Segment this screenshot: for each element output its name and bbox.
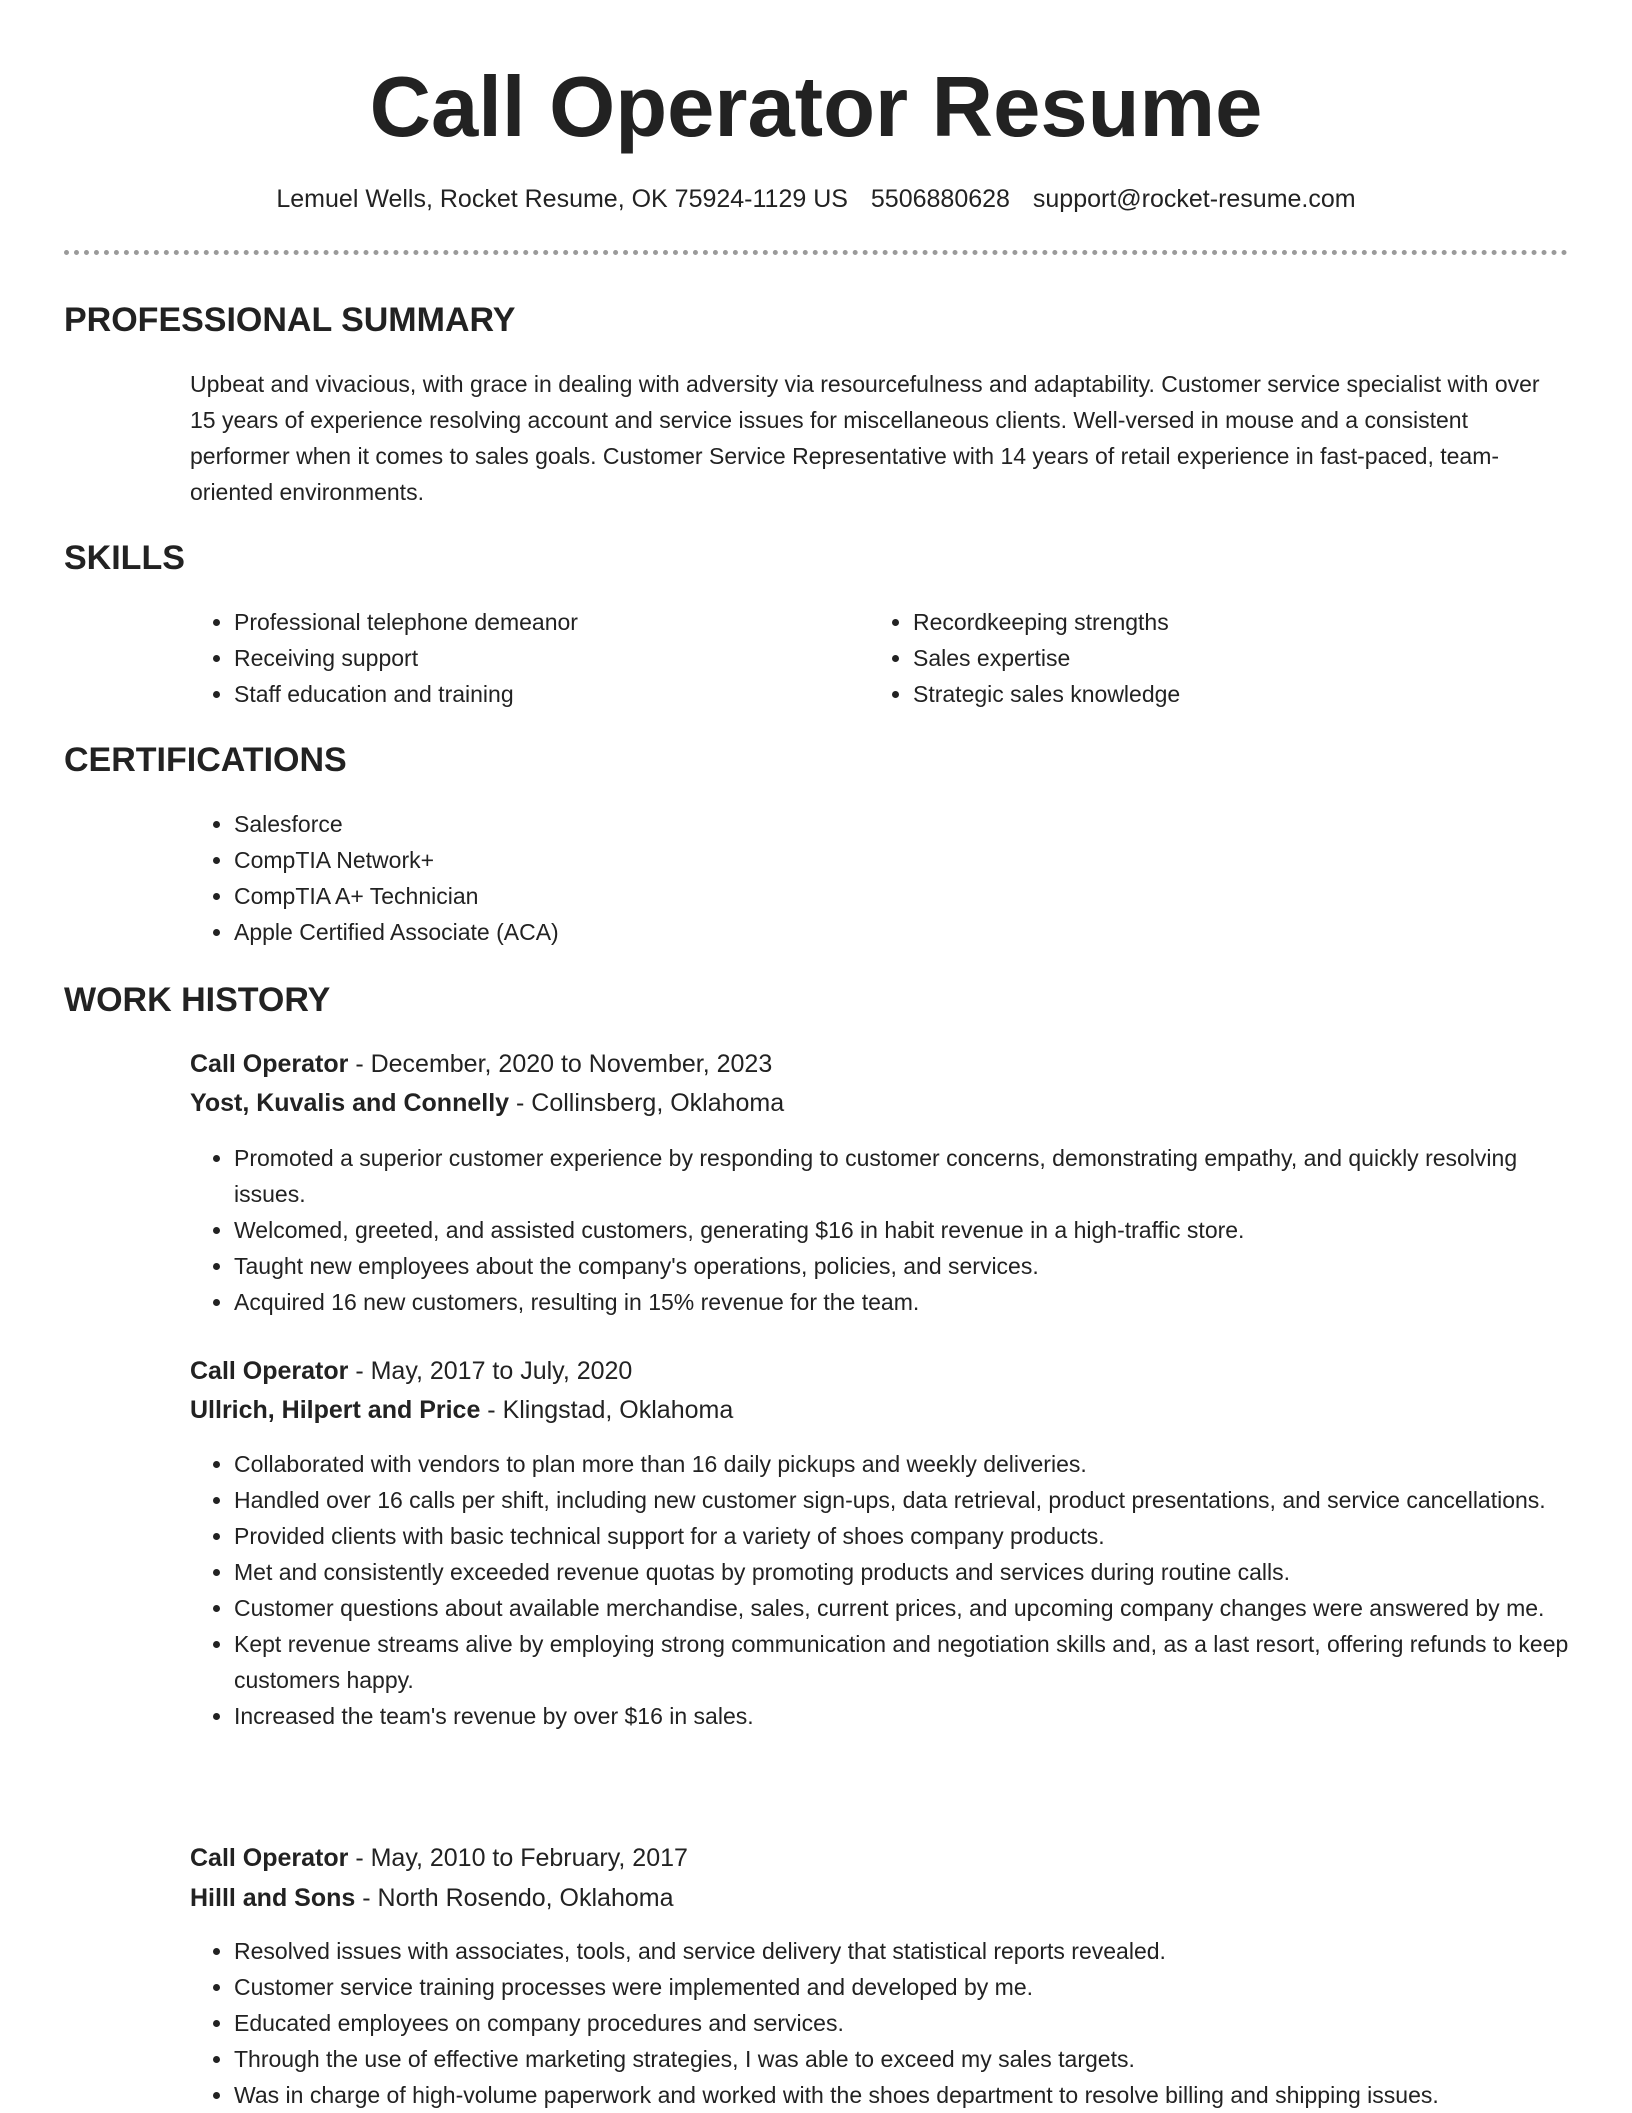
job-location: - North Rosendo, Oklahoma: [355, 1884, 674, 1912]
duty-item: • Was in charge of high-volume paperwork and worked with the shoes department to resolve billing and shipping issues.: [234, 2077, 1570, 2113]
job-1-duties-list: [190, 1140, 1570, 1320]
duty-item: • Taught new employees about the company's operations, policies, and services.: [234, 1248, 1570, 1284]
duty-item: • Collaborated with vendors to plan more than 16 daily pickups and weekly deliveries.: [234, 1446, 1570, 1482]
skill-item: • Recordkeeping strengths: [913, 604, 1489, 640]
summary-text: Upbeat and vivacious, with grace in dealing with adversity via resourcefulness and adaptability. Customer service specialist with over 15 years of experience resolving account and service issues for miscellaneous clients. Well-versed in mouse and a consistent performer when it comes to sales goals. Customer Service Representative with 14 years of retail experience in fast-paced, team-oriented environments.: [190, 371, 1540, 505]
duty-item: • Educated employees on company procedures and services.: [234, 2005, 1570, 2041]
job-dates: - May, 2017 to July, 2020: [348, 1357, 633, 1385]
skill-item: • Sales expertise: [913, 640, 1489, 676]
job-1-company-line: [190, 1085, 784, 1121]
job-2-title-line: [190, 1353, 632, 1389]
contact-email: support@rocket-resume.com: [1032, 185, 1356, 213]
job-2-duties: [190, 1446, 1570, 1734]
job-location: - Collinsberg, Oklahoma: [509, 1089, 785, 1117]
duty-item: • Welcomed, greeted, and assisted customers, generating $16 in habit revenue in a high-traffic store.: [234, 1212, 1570, 1248]
skill-item: • Professional telephone demeanor: [234, 604, 810, 640]
job-1-duties: [190, 1140, 1570, 1320]
skill-item: • Strategic sales knowledge: [913, 676, 1489, 712]
contact-phone: 5506880628: [870, 185, 1010, 213]
skills-right-list: [869, 604, 1489, 712]
job-title: Call Operator: [190, 1844, 349, 1872]
job-dates: - December, 2020 to November, 2023: [348, 1050, 773, 1078]
duty-item: • Resolved issues with associates, tools, and service delivery that statistical reports revealed.: [234, 1933, 1570, 1969]
duty-item: • Acquired 16 new customers, resulting in 15% revenue for the team.: [234, 1284, 1570, 1320]
job-3-duties: [190, 1933, 1570, 2113]
job-3-duties-list: [190, 1933, 1570, 2113]
job-company: Ullrich, Hilpert and Price: [190, 1396, 481, 1424]
header-divider: [64, 250, 1568, 255]
duty-item: • Increased the team's revenue by over $16 in sales.: [234, 1698, 1570, 1734]
job-location: - Klingstad, Oklahoma: [480, 1396, 734, 1424]
job-title: Call Operator: [190, 1050, 349, 1078]
job-2-duties-list: [190, 1446, 1570, 1734]
duty-item: • Met and consistently exceeded revenue quotas by promoting products and services during routine calls.: [234, 1554, 1570, 1590]
job-3-title-line: [190, 1840, 688, 1876]
duty-item: • Through the use of effective marketing strategies, I was able to exceed my sales targets.: [234, 2041, 1570, 2077]
duty-item: • Promoted a superior customer experience by responding to customer concerns, demonstrating empathy, and quickly resolving issues.: [234, 1140, 1570, 1212]
skill-item: • Receiving support: [234, 640, 810, 676]
certification-item: • Apple Certified Associate (ACA): [234, 914, 1490, 950]
skills-left-column: [190, 604, 810, 712]
work-history-heading: WORK HISTORY: [64, 981, 331, 1019]
certifications-heading: CERTIFICATIONS: [64, 741, 347, 779]
job-company: Hilll and Sons: [190, 1884, 356, 1912]
resume-title: Call Operator Resume: [369, 60, 1263, 155]
job-2-company-line: [190, 1392, 733, 1428]
duty-item: • Kept revenue streams alive by employing strong communication and negotiation skills and, as a last resort, offering refunds to keep customers happy.: [234, 1626, 1570, 1698]
summary-heading: PROFESSIONAL SUMMARY: [64, 301, 516, 339]
duty-item: • Customer service training processes were implemented and developed by me.: [234, 1969, 1570, 2005]
skills-heading: SKILLS: [64, 539, 185, 577]
duty-item: • Handled over 16 calls per shift, including new customer sign-ups, data retrieval, product presentations, and service cancellations.: [234, 1482, 1570, 1518]
skills-right-column: [869, 604, 1489, 712]
job-1-title-line: [190, 1046, 772, 1082]
skills-left-list: [190, 604, 810, 712]
certification-item: • Salesforce: [234, 806, 1490, 842]
certification-item: • CompTIA Network+: [234, 842, 1490, 878]
skill-item: • Staff education and training: [234, 676, 810, 712]
job-company: Yost, Kuvalis and Connelly: [190, 1089, 510, 1117]
job-3-company-line: [190, 1880, 674, 1916]
duty-item: • Provided clients with basic technical support for a variety of shoes company products.: [234, 1518, 1570, 1554]
contact-line: [0, 181, 1632, 217]
contact-address: Lemuel Wells, Rocket Resume, OK 75924-1129 US: [276, 185, 848, 213]
job-title: Call Operator: [190, 1357, 349, 1385]
duty-item: • Customer questions about available merchandise, sales, current prices, and upcoming company changes were answered by me.: [234, 1590, 1570, 1626]
certification-item: • CompTIA A+ Technician: [234, 878, 1490, 914]
certifications-block: [190, 806, 1490, 950]
job-dates: - May, 2010 to February, 2017: [348, 1844, 688, 1872]
certifications-list: [190, 806, 1490, 950]
